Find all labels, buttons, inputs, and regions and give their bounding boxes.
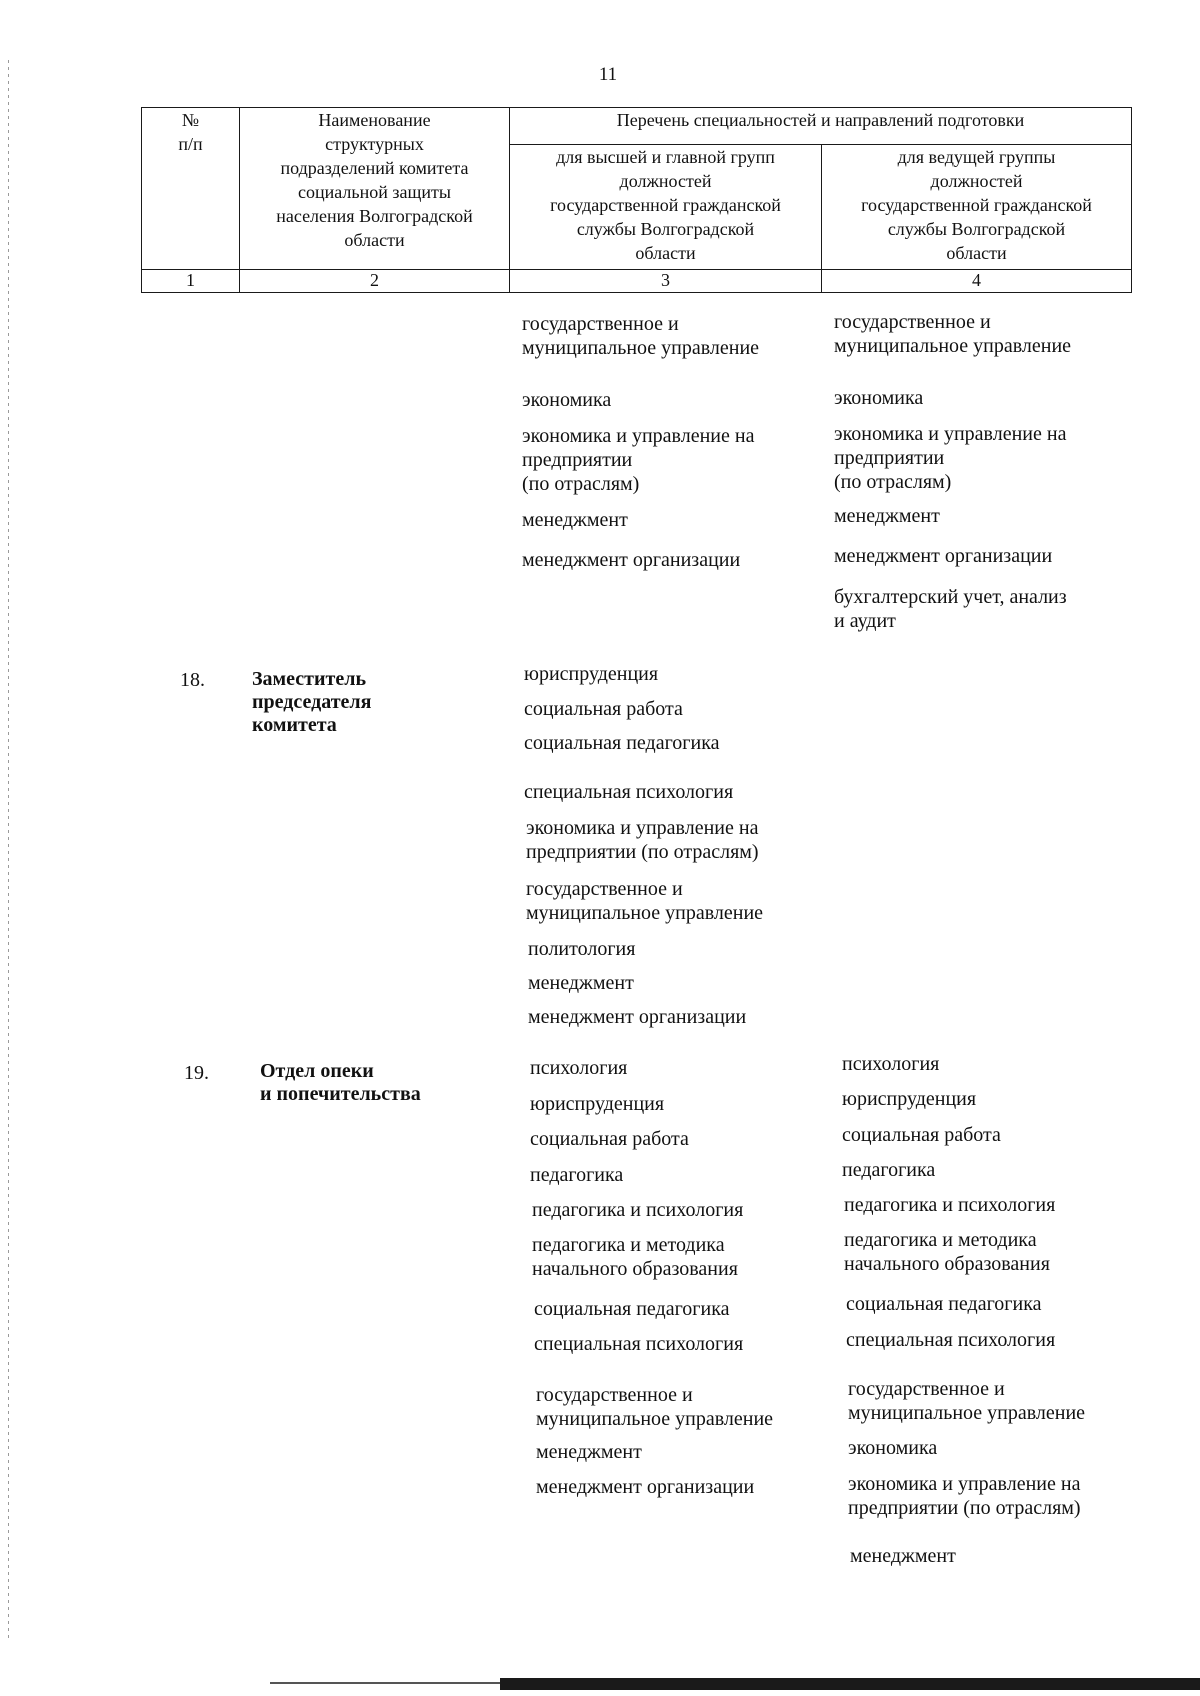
row-18-title: Заместитель председателя комитета [252,668,372,736]
cont-high-item: экономика [522,389,612,411]
row-18-high-item: социальная педагогика [524,732,720,754]
header-col-lead: для ведущей группы должностей государственной гражданской службы Волгоградской области [822,145,1132,270]
cont-lead-item: экономика [834,387,924,409]
row-19-lead-item: педагогика [842,1159,936,1181]
row-19-lead-item: экономика [848,1437,938,1459]
row-19-lead-item: психология [842,1053,940,1075]
row-19-high-item: менеджмент организации [536,1476,755,1498]
scan-margin-line [8,60,9,1640]
header-idx-2: 2 [240,270,510,293]
row-18-high-item: экономика и управление на предприятии (по отраслям) [526,817,759,863]
row-19-high-item: психология [530,1057,628,1079]
header-col-group: Перечень специальностей и направлений подготовки [510,108,1132,145]
row-19-high-item: государственное и муниципальное управление [536,1384,774,1430]
header-col-high: для высшей и главной групп должностей государственной гражданской службы Волгоградской области [510,145,822,270]
row-19-lead-item: социальная педагогика [846,1293,1042,1315]
row-18-high-item: политология [528,938,636,960]
header-idx-3: 3 [510,270,822,293]
row-19-high-item: педагогика и методика начального образования [532,1234,738,1280]
row-18-high-item: социальная работа [524,698,683,720]
scan-bottom-line [270,1682,500,1684]
header-idx-4: 4 [822,270,1132,293]
row-19-high-item: менеджмент [536,1441,642,1463]
row-18-high-item: менеджмент [528,972,634,994]
row-18-high-item: государственное и муниципальное управление [526,878,764,924]
row-18-high-item: менеджмент организации [528,1006,747,1028]
cont-high-item: экономика и управление на предприятии (по отраслям) [522,425,755,495]
row-19-lead-item: государственное и муниципальное управление [848,1378,1086,1424]
page-number: 11 [598,64,618,85]
row-19-high-item: социальная работа [530,1128,689,1150]
row-19-title: Отдел опеки и попечительства [260,1060,421,1105]
cont-high-item: менеджмент организации [522,549,741,571]
cont-lead-item: бухгалтерский учет, анализ и аудит [834,586,1067,632]
row-19-high-item: педагогика [530,1164,624,1186]
row-19-lead-item: специальная психология [846,1329,1056,1351]
scan-bottom-bar [500,1678,1200,1690]
header-col-name: Наименование структурных подразделений комитета социальной защиты населения Волгоградской области [240,108,510,270]
cont-lead-item: государственное и муниципальное управление [834,311,1072,357]
header-col-num: № п/п [142,108,240,270]
header-idx-1: 1 [142,270,240,293]
cont-lead-item: экономика и управление на предприятии (по отраслям) [834,423,1067,493]
row-18-high-item: специальная психология [524,781,734,803]
cont-high-item: менеджмент [522,509,628,531]
row-18-high-item: юриспруденция [524,663,659,685]
row-19-high-item: юриспруденция [530,1093,665,1115]
row-19-lead-item: менеджмент [850,1545,956,1567]
row-19-lead-item: педагогика и психология [844,1194,1056,1216]
row-19-lead-item: педагогика и методика начального образования [844,1229,1050,1275]
row-19-high-item: педагогика и психология [532,1199,744,1221]
row-18-number: 18. [180,669,205,691]
row-19-lead-item: социальная работа [842,1124,1001,1146]
row-19-high-item: специальная психология [534,1333,744,1355]
cont-lead-item: менеджмент [834,505,940,527]
row-19-number: 19. [184,1062,209,1084]
row-19-high-item: социальная педагогика [534,1298,730,1320]
header-table [141,107,1132,293]
cont-high-item: государственное и муниципальное управление [522,313,760,359]
cont-lead-item: менеджмент организации [834,545,1053,567]
row-19-lead-item: юриспруденция [842,1088,977,1110]
row-19-lead-item: экономика и управление на предприятии (по отраслям) [848,1473,1081,1519]
